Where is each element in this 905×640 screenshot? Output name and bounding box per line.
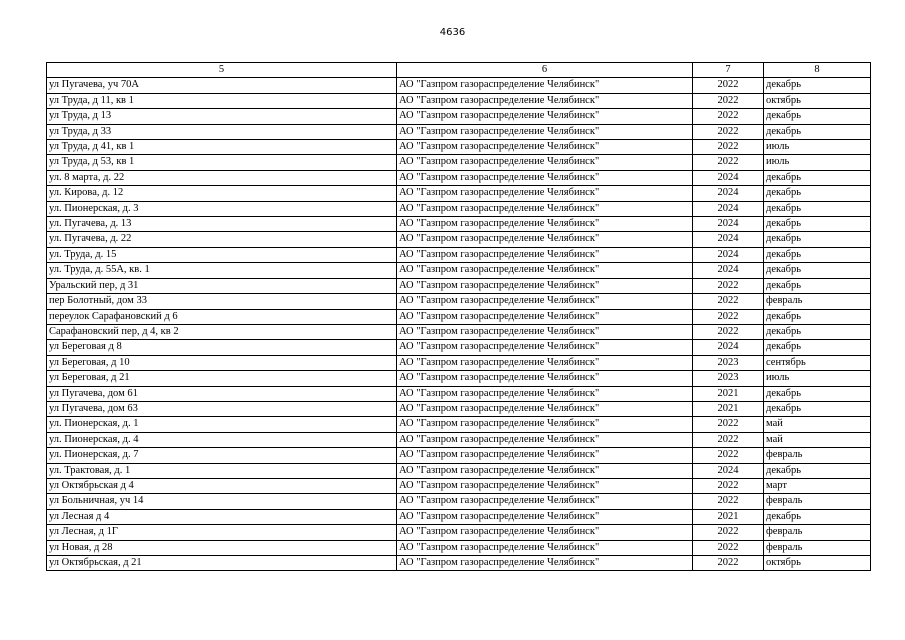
address-cell: ул Труда, д 53, кв 1 [47, 155, 397, 170]
year-cell: 2022 [693, 278, 764, 293]
month-cell: сентябрь [764, 355, 871, 370]
table-row [47, 124, 871, 139]
address-cell: ул Октябрьская, д 21 [47, 556, 397, 571]
address-cell: ул Новая, д 28 [47, 540, 397, 555]
table-row [47, 247, 871, 262]
table-row [47, 478, 871, 493]
month-cell: декабрь [764, 124, 871, 139]
year-cell: 2022 [693, 124, 764, 139]
year-cell: 2022 [693, 448, 764, 463]
month-cell: март [764, 478, 871, 493]
address-cell: Сарафановский пер, д 4, кв 2 [47, 324, 397, 339]
address-cell: переулок Сарафановский д 6 [47, 309, 397, 324]
year-cell: 2022 [693, 93, 764, 108]
address-cell: ул Пугачева, дом 61 [47, 386, 397, 401]
table-row [47, 463, 871, 478]
table-row [47, 186, 871, 201]
table-row [47, 371, 871, 386]
table-row [47, 556, 871, 571]
organization-cell: АО "Газпром газораспределение Челябинск" [397, 124, 693, 139]
month-cell: декабрь [764, 217, 871, 232]
address-cell: ул Береговая, д 10 [47, 355, 397, 370]
table-body [47, 78, 871, 571]
month-cell: февраль [764, 294, 871, 309]
month-cell: декабрь [764, 278, 871, 293]
table-row [47, 509, 871, 524]
organization-cell: АО "Газпром газораспределение Челябинск" [397, 170, 693, 185]
month-cell: май [764, 417, 871, 432]
year-cell: 2024 [693, 201, 764, 216]
organization-cell: АО "Газпром газораспределение Челябинск" [397, 340, 693, 355]
month-cell: декабрь [764, 401, 871, 416]
year-cell: 2022 [693, 155, 764, 170]
table-row [47, 155, 871, 170]
year-cell: 2022 [693, 109, 764, 124]
year-cell: 2023 [693, 371, 764, 386]
organization-cell: АО "Газпром газораспределение Челябинск" [397, 186, 693, 201]
address-cell: ул. Труда, д. 15 [47, 247, 397, 262]
column-header-5: 5 [47, 63, 397, 78]
organization-cell: АО "Газпром газораспределение Челябинск" [397, 201, 693, 216]
year-cell: 2022 [693, 140, 764, 155]
address-cell: ул. 8 марта, д. 22 [47, 170, 397, 185]
table-row [47, 417, 871, 432]
address-cell: ул. Пионерская, д. 1 [47, 417, 397, 432]
year-cell: 2022 [693, 417, 764, 432]
month-cell: февраль [764, 540, 871, 555]
address-cell: ул Береговая д 8 [47, 340, 397, 355]
address-cell: ул Береговая, д 21 [47, 371, 397, 386]
address-cell: ул Лесная д 4 [47, 509, 397, 524]
month-cell: декабрь [764, 509, 871, 524]
year-cell: 2021 [693, 401, 764, 416]
page-number: 4636 [439, 27, 466, 38]
year-cell: 2021 [693, 509, 764, 524]
table-header-row [47, 63, 871, 78]
year-cell: 2024 [693, 170, 764, 185]
table-row [47, 232, 871, 247]
month-cell: декабрь [764, 78, 871, 93]
table-row [47, 170, 871, 185]
address-cell: ул Труда, д 11, кв 1 [47, 93, 397, 108]
year-cell: 2024 [693, 340, 764, 355]
organization-cell: АО "Газпром газораспределение Челябинск" [397, 540, 693, 555]
address-cell: ул Пугачева, дом 63 [47, 401, 397, 416]
organization-cell: АО "Газпром газораспределение Челябинск" [397, 355, 693, 370]
address-cell: ул. Трактовая, д. 1 [47, 463, 397, 478]
table-row [47, 324, 871, 339]
organization-cell: АО "Газпром газораспределение Челябинск" [397, 509, 693, 524]
month-cell: декабрь [764, 186, 871, 201]
month-cell: декабрь [764, 324, 871, 339]
year-cell: 2022 [693, 432, 764, 447]
table-row [47, 494, 871, 509]
table-row [47, 93, 871, 108]
year-cell: 2024 [693, 263, 764, 278]
month-cell: февраль [764, 448, 871, 463]
organization-cell: АО "Газпром газораспределение Челябинск" [397, 463, 693, 478]
table-row [47, 540, 871, 555]
table-row [47, 386, 871, 401]
organization-cell: АО "Газпром газораспределение Челябинск" [397, 294, 693, 309]
table-row [47, 432, 871, 447]
organization-cell: АО "Газпром газораспределение Челябинск" [397, 247, 693, 262]
organization-cell: АО "Газпром газораспределение Челябинск" [397, 371, 693, 386]
organization-cell: АО "Газпром газораспределение Челябинск" [397, 155, 693, 170]
address-cell: ул Пугачева, уч 70А [47, 78, 397, 93]
column-header-8: 8 [764, 63, 871, 78]
organization-cell: АО "Газпром газораспределение Челябинск" [397, 140, 693, 155]
data-table [46, 62, 871, 571]
organization-cell: АО "Газпром газораспределение Челябинск" [397, 432, 693, 447]
table-row [47, 294, 871, 309]
table-row [47, 109, 871, 124]
organization-cell: АО "Газпром газораспределение Челябинск" [397, 278, 693, 293]
address-cell: пер Болотный, дом 33 [47, 294, 397, 309]
address-cell: ул. Пионерская, д. 3 [47, 201, 397, 216]
month-cell: декабрь [764, 263, 871, 278]
organization-cell: АО "Газпром газораспределение Челябинск" [397, 417, 693, 432]
address-cell: ул. Пугачева, д. 13 [47, 217, 397, 232]
month-cell: декабрь [764, 170, 871, 185]
month-cell: декабрь [764, 340, 871, 355]
column-header-7: 7 [693, 63, 764, 78]
table-row [47, 525, 871, 540]
address-cell: ул. Пугачева, д. 22 [47, 232, 397, 247]
month-cell: декабрь [764, 463, 871, 478]
month-cell: декабрь [764, 109, 871, 124]
address-cell: ул Труда, д 41, кв 1 [47, 140, 397, 155]
month-cell: декабрь [764, 386, 871, 401]
organization-cell: АО "Газпром газораспределение Челябинск" [397, 386, 693, 401]
address-cell: ул. Кирова, д. 12 [47, 186, 397, 201]
year-cell: 2022 [693, 324, 764, 339]
table-row [47, 278, 871, 293]
address-cell: ул. Пионерская, д. 7 [47, 448, 397, 463]
organization-cell: АО "Газпром газораспределение Челябинск" [397, 263, 693, 278]
year-cell: 2021 [693, 386, 764, 401]
table-row [47, 340, 871, 355]
year-cell: 2024 [693, 217, 764, 232]
address-cell: ул. Труда, д. 55А, кв. 1 [47, 263, 397, 278]
table-row [47, 217, 871, 232]
year-cell: 2024 [693, 463, 764, 478]
month-cell: декабрь [764, 201, 871, 216]
organization-cell: АО "Газпром газораспределение Челябинск" [397, 556, 693, 571]
month-cell: октябрь [764, 556, 871, 571]
address-cell: ул Труда, д 13 [47, 109, 397, 124]
month-cell: февраль [764, 525, 871, 540]
organization-cell: АО "Газпром газораспределение Челябинск" [397, 478, 693, 493]
table-row [47, 263, 871, 278]
organization-cell: АО "Газпром газораспределение Челябинск" [397, 494, 693, 509]
column-header-6: 6 [397, 63, 693, 78]
year-cell: 2022 [693, 78, 764, 93]
month-cell: декабрь [764, 232, 871, 247]
organization-cell: АО "Газпром газораспределение Челябинск" [397, 309, 693, 324]
year-cell: 2022 [693, 478, 764, 493]
organization-cell: АО "Газпром газораспределение Челябинск" [397, 109, 693, 124]
table-row [47, 355, 871, 370]
table-row [47, 201, 871, 216]
organization-cell: АО "Газпром газораспределение Челябинск" [397, 93, 693, 108]
organization-cell: АО "Газпром газораспределение Челябинск" [397, 78, 693, 93]
address-cell: ул Больничная, уч 14 [47, 494, 397, 509]
month-cell: октябрь [764, 93, 871, 108]
table-row [47, 140, 871, 155]
year-cell: 2022 [693, 294, 764, 309]
month-cell: декабрь [764, 309, 871, 324]
address-cell: Уральский пер, д 31 [47, 278, 397, 293]
year-cell: 2023 [693, 355, 764, 370]
organization-cell: АО "Газпром газораспределение Челябинск" [397, 525, 693, 540]
table-row [47, 78, 871, 93]
month-cell: февраль [764, 494, 871, 509]
organization-cell: АО "Газпром газораспределение Челябинск" [397, 401, 693, 416]
table-row [47, 401, 871, 416]
month-cell: июль [764, 140, 871, 155]
year-cell: 2024 [693, 232, 764, 247]
organization-cell: АО "Газпром газораспределение Челябинск" [397, 232, 693, 247]
year-cell: 2022 [693, 309, 764, 324]
table-row [47, 448, 871, 463]
address-cell: ул Труда, д 33 [47, 124, 397, 139]
organization-cell: АО "Газпром газораспределение Челябинск" [397, 217, 693, 232]
table-row [47, 309, 871, 324]
address-cell: ул. Пионерская, д. 4 [47, 432, 397, 447]
organization-cell: АО "Газпром газораспределение Челябинск" [397, 324, 693, 339]
month-cell: май [764, 432, 871, 447]
organization-cell: АО "Газпром газораспределение Челябинск" [397, 448, 693, 463]
year-cell: 2024 [693, 186, 764, 201]
year-cell: 2024 [693, 247, 764, 262]
year-cell: 2022 [693, 556, 764, 571]
address-cell: ул Лесная, д 1Г [47, 525, 397, 540]
month-cell: июль [764, 155, 871, 170]
year-cell: 2022 [693, 494, 764, 509]
year-cell: 2022 [693, 540, 764, 555]
month-cell: июль [764, 371, 871, 386]
month-cell: декабрь [764, 247, 871, 262]
year-cell: 2022 [693, 525, 764, 540]
address-cell: ул Октябрьская д 4 [47, 478, 397, 493]
